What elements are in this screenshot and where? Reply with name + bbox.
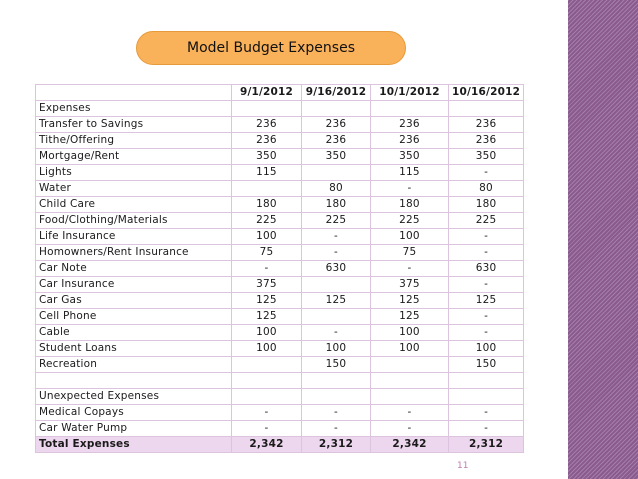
- value-cell: 80: [302, 181, 371, 197]
- expense-row: [36, 133, 524, 149]
- total-row: [36, 437, 524, 453]
- value-cell: -: [302, 245, 371, 261]
- budget-table: [35, 84, 524, 453]
- value-cell: [232, 373, 302, 389]
- value-cell: -: [449, 405, 524, 421]
- value-cell: 236: [371, 117, 449, 133]
- row-label: Cell Phone: [36, 309, 232, 325]
- decorative-side-band: [568, 0, 638, 479]
- value-cell: -: [232, 405, 302, 421]
- expense-row: [36, 165, 524, 181]
- value-cell: -: [232, 261, 302, 277]
- value-cell: 100: [232, 325, 302, 341]
- value-cell: -: [371, 405, 449, 421]
- value-cell: [449, 373, 524, 389]
- value-cell: 100: [371, 325, 449, 341]
- row-label: Recreation: [36, 357, 232, 373]
- header-blank-cell: [36, 85, 232, 101]
- blank-cell: [302, 101, 371, 117]
- section-label: Expenses: [36, 101, 232, 117]
- blank-cell: [449, 101, 524, 117]
- expense-row: [36, 341, 524, 357]
- row-label: Lights: [36, 165, 232, 181]
- value-cell: [371, 389, 449, 405]
- row-label: Car Insurance: [36, 277, 232, 293]
- unexpected-expense-row: [36, 421, 524, 437]
- expense-row: [36, 325, 524, 341]
- expense-row: [36, 309, 524, 325]
- value-cell: [232, 181, 302, 197]
- row-label: Car Note: [36, 261, 232, 277]
- value-cell: [302, 389, 371, 405]
- row-label: Car Gas: [36, 293, 232, 309]
- value-cell: -: [302, 421, 371, 437]
- value-cell: -: [449, 421, 524, 437]
- date-header-cell: 9/16/2012: [302, 85, 371, 101]
- page-number: 11: [457, 461, 469, 471]
- row-label: Food/Clothing/Materials: [36, 213, 232, 229]
- value-cell: 375: [371, 277, 449, 293]
- value-cell: 100: [371, 341, 449, 357]
- value-cell: -: [449, 165, 524, 181]
- date-header-cell: 10/16/2012: [449, 85, 524, 101]
- value-cell: 100: [232, 229, 302, 245]
- row-label: Cable: [36, 325, 232, 341]
- value-cell: 115: [371, 165, 449, 181]
- value-cell: [371, 373, 449, 389]
- value-cell: [302, 309, 371, 325]
- value-cell: [449, 389, 524, 405]
- value-cell: 75: [232, 245, 302, 261]
- value-cell: 236: [371, 133, 449, 149]
- value-cell: 375: [232, 277, 302, 293]
- value-cell: 2,312: [302, 437, 371, 453]
- row-label: Total Expenses: [36, 437, 232, 453]
- value-cell: 2,312: [449, 437, 524, 453]
- value-cell: 180: [232, 197, 302, 213]
- value-cell: 225: [449, 213, 524, 229]
- value-cell: 125: [371, 309, 449, 325]
- expense-row: [36, 149, 524, 165]
- value-cell: 150: [449, 357, 524, 373]
- date-header-cell: 9/1/2012: [232, 85, 302, 101]
- value-cell: 225: [302, 213, 371, 229]
- value-cell: -: [232, 421, 302, 437]
- value-cell: 2,342: [232, 437, 302, 453]
- value-cell: 236: [449, 133, 524, 149]
- value-cell: -: [449, 277, 524, 293]
- row-label: Unexpected Expenses: [36, 389, 232, 405]
- expense-row: [36, 213, 524, 229]
- value-cell: -: [449, 325, 524, 341]
- value-cell: 236: [449, 117, 524, 133]
- expense-row: [36, 293, 524, 309]
- value-cell: -: [449, 309, 524, 325]
- value-cell: [302, 373, 371, 389]
- slide-title: Model Budget Expenses: [136, 31, 406, 65]
- value-cell: 180: [302, 197, 371, 213]
- row-label: Transfer to Savings: [36, 117, 232, 133]
- value-cell: [371, 357, 449, 373]
- row-label: Medical Copays: [36, 405, 232, 421]
- value-cell: 630: [302, 261, 371, 277]
- row-label: Car Water Pump: [36, 421, 232, 437]
- expense-row: [36, 197, 524, 213]
- value-cell: -: [449, 245, 524, 261]
- row-label: Tithe/Offering: [36, 133, 232, 149]
- value-cell: 125: [302, 293, 371, 309]
- value-cell: 180: [371, 197, 449, 213]
- date-header-cell: 10/1/2012: [371, 85, 449, 101]
- value-cell: [302, 165, 371, 181]
- value-cell: -: [371, 261, 449, 277]
- value-cell: 80: [449, 181, 524, 197]
- value-cell: [232, 357, 302, 373]
- value-cell: 236: [302, 117, 371, 133]
- value-cell: 100: [302, 341, 371, 357]
- expense-row: [36, 357, 524, 373]
- row-label: [36, 373, 232, 389]
- blank-cell: [371, 101, 449, 117]
- value-cell: 236: [232, 117, 302, 133]
- expense-row: [36, 117, 524, 133]
- value-cell: -: [449, 229, 524, 245]
- value-cell: 150: [302, 357, 371, 373]
- value-cell: 236: [232, 133, 302, 149]
- value-cell: 125: [232, 293, 302, 309]
- value-cell: 100: [232, 341, 302, 357]
- value-cell: -: [302, 405, 371, 421]
- spacer-row: [36, 373, 524, 389]
- row-label: Life Insurance: [36, 229, 232, 245]
- row-label: Water: [36, 181, 232, 197]
- value-cell: 180: [449, 197, 524, 213]
- section-row-expenses: [36, 101, 524, 117]
- value-cell: 115: [232, 165, 302, 181]
- budget-table-body: [36, 85, 524, 453]
- value-cell: 225: [232, 213, 302, 229]
- value-cell: [232, 389, 302, 405]
- value-cell: -: [371, 421, 449, 437]
- value-cell: 75: [371, 245, 449, 261]
- value-cell: 350: [449, 149, 524, 165]
- section-row-unexpected: [36, 389, 524, 405]
- value-cell: 350: [232, 149, 302, 165]
- value-cell: [302, 277, 371, 293]
- value-cell: -: [371, 181, 449, 197]
- expense-row: [36, 181, 524, 197]
- value-cell: 100: [449, 341, 524, 357]
- unexpected-expense-row: [36, 405, 524, 421]
- value-cell: 125: [449, 293, 524, 309]
- expense-row: [36, 245, 524, 261]
- value-cell: -: [302, 325, 371, 341]
- value-cell: 125: [371, 293, 449, 309]
- value-cell: 236: [302, 133, 371, 149]
- row-label: Mortgage/Rent: [36, 149, 232, 165]
- value-cell: 100: [371, 229, 449, 245]
- value-cell: 2,342: [371, 437, 449, 453]
- blank-cell: [232, 101, 302, 117]
- value-cell: 350: [371, 149, 449, 165]
- expense-row: [36, 277, 524, 293]
- value-cell: -: [302, 229, 371, 245]
- date-header-row: [36, 85, 524, 101]
- expense-row: [36, 261, 524, 277]
- expense-row: [36, 229, 524, 245]
- row-label: Student Loans: [36, 341, 232, 357]
- value-cell: 125: [232, 309, 302, 325]
- row-label: Child Care: [36, 197, 232, 213]
- value-cell: 225: [371, 213, 449, 229]
- value-cell: 350: [302, 149, 371, 165]
- value-cell: 630: [449, 261, 524, 277]
- row-label: Homowners/Rent Insurance: [36, 245, 232, 261]
